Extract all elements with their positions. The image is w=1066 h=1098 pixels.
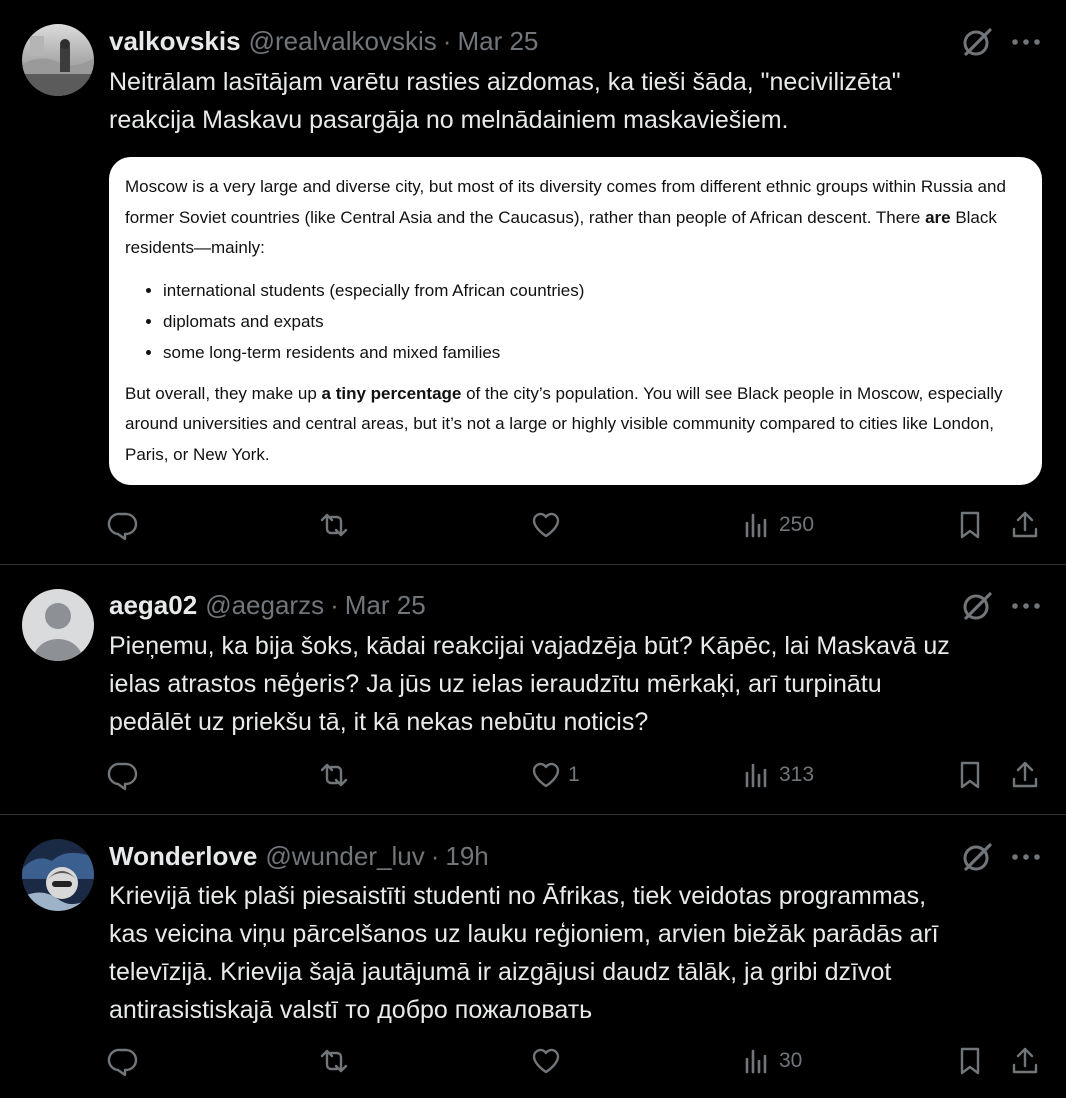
photo-avatar-icon xyxy=(22,24,94,96)
card-bullet: • international students (especially from African countries) xyxy=(163,275,1026,306)
reply-button[interactable] xyxy=(107,755,145,795)
tweet-text xyxy=(109,877,1044,1029)
timestamp[interactable]: Mar 25 xyxy=(344,590,426,620)
view-count: 313 xyxy=(779,763,815,786)
like-icon xyxy=(530,1045,562,1077)
card-bullet: • some long-term residents and mixed families xyxy=(163,337,1026,368)
retweet-button[interactable] xyxy=(318,1041,356,1081)
bookmark-icon xyxy=(954,759,986,791)
tweet-text-line: Neitrālam lasītājam varētu rasties aizdomas, ka tieši šāda, "necivilizēta" xyxy=(109,68,901,96)
card-paragraph xyxy=(125,379,1026,471)
view-count: 30 xyxy=(779,1049,803,1072)
card-text: Black residents—mainly: xyxy=(125,207,997,257)
tweet-header xyxy=(109,25,538,57)
tweet-text-line: antirasistiskajā valstī то добро пожаловать xyxy=(109,996,593,1024)
user-handle[interactable]: @wunder_luv xyxy=(265,841,425,871)
photo-avatar-icon xyxy=(22,839,94,911)
timestamp[interactable]: 19h xyxy=(445,841,489,871)
bookmark-icon xyxy=(954,1045,986,1077)
views-button[interactable] xyxy=(741,505,814,545)
display-name[interactable]: Wonderlove xyxy=(109,841,258,871)
card-bold-text: are xyxy=(925,207,951,227)
views-icon xyxy=(741,509,773,541)
tweet-text xyxy=(109,627,1044,741)
retweet-icon xyxy=(318,509,350,541)
user-handle[interactable]: @realvalkovskis xyxy=(248,26,437,56)
bookmark-icon xyxy=(954,509,986,541)
card-text: But overall, they make up xyxy=(125,383,322,403)
like-icon xyxy=(530,759,562,791)
separator: · xyxy=(430,841,440,871)
like-button[interactable] xyxy=(530,755,580,795)
default-avatar-icon xyxy=(22,589,94,661)
card-text: Moscow is a very large and diverse city, but most of its diversity comes from different ethnic groups within Russia and former Soviet countries (like Central Asia and the Caucasus), rather than people of African descent. There xyxy=(125,177,1006,227)
retweet-button[interactable] xyxy=(318,505,356,545)
bookmark-button[interactable] xyxy=(954,755,986,795)
share-icon xyxy=(1009,509,1041,541)
tweet[interactable] xyxy=(0,565,1066,815)
tweet-header xyxy=(109,840,489,872)
reply-button[interactable] xyxy=(107,1041,145,1081)
tweet-text-line: pedālēt uz priekšu tā, it kā nekas nebūtu noticis? xyxy=(109,708,649,736)
card-bullet-list xyxy=(125,275,1026,368)
like-icon xyxy=(530,509,562,541)
reply-button[interactable] xyxy=(107,505,145,545)
bookmark-button[interactable] xyxy=(954,1041,986,1081)
avatar[interactable] xyxy=(22,24,94,96)
more-icon[interactable] xyxy=(1008,25,1044,59)
share-button[interactable] xyxy=(1009,755,1041,795)
views-icon xyxy=(741,759,773,791)
share-button[interactable] xyxy=(1009,1041,1041,1081)
reply-icon xyxy=(107,759,139,791)
avatar[interactable] xyxy=(22,589,94,661)
action-bar xyxy=(0,755,1066,795)
tweet-text-line: Pieņemu, ka bija šoks, kādai reakcijai vajadzēja būt? Kāpēc, lai Maskavā uz xyxy=(109,632,950,660)
timestamp[interactable]: Mar 25 xyxy=(457,26,539,56)
card-paragraph xyxy=(125,172,1026,264)
display-name[interactable]: valkovskis xyxy=(109,26,241,56)
tweet-text-line: ielas atrastos nēģeris? Ja jūs uz ielas ieraudzītu mērkaķi, arī turpinātu xyxy=(109,670,882,698)
views-button[interactable] xyxy=(741,755,814,795)
user-handle[interactable]: @aegarzs xyxy=(205,590,325,620)
reply-icon xyxy=(107,1045,139,1077)
like-count: 1 xyxy=(568,763,580,786)
reply-icon xyxy=(107,509,139,541)
quoted-image-card[interactable] xyxy=(109,157,1042,485)
bookmark-button[interactable] xyxy=(954,505,986,545)
card-text: of the city’s population. You will see Black people in Moscow, especially around universities and central areas, but it’s not a large or highly visible community compared to cities like London, Paris, or New York. xyxy=(125,383,1003,464)
display-name[interactable]: aega02 xyxy=(109,590,198,620)
retweet-button[interactable] xyxy=(318,755,356,795)
tweet[interactable] xyxy=(0,815,1066,1098)
more-icon[interactable] xyxy=(1008,840,1044,874)
view-count: 250 xyxy=(779,513,815,536)
tweet-text-line: televīzijā. Krievija šajā jautājumā ir aizgājusi daudz tālāk, ja gribi dzīvot xyxy=(109,958,892,986)
like-button[interactable] xyxy=(530,505,568,545)
card-bullet: • diplomats and expats xyxy=(163,306,1026,337)
separator: · xyxy=(442,26,452,56)
tweet-text-line: kas veicina viņu pārcelšanos uz lauku reģioniem, arvien biežāk parādās arī xyxy=(109,920,939,948)
grok-icon[interactable] xyxy=(960,840,994,874)
more-icon[interactable] xyxy=(1008,589,1044,623)
share-icon xyxy=(1009,1045,1041,1077)
separator: · xyxy=(330,590,339,620)
action-bar xyxy=(0,505,1066,545)
action-bar xyxy=(0,1041,1066,1081)
retweet-icon xyxy=(318,759,350,791)
share-button[interactable] xyxy=(1009,505,1041,545)
tweet-text xyxy=(109,63,1044,139)
views-button[interactable] xyxy=(741,1041,802,1081)
card-bold-text: a tiny percentage xyxy=(321,383,462,403)
like-button[interactable] xyxy=(530,1041,568,1081)
grok-icon[interactable] xyxy=(960,589,994,623)
grok-icon[interactable] xyxy=(960,25,994,59)
avatar[interactable] xyxy=(22,839,94,911)
views-icon xyxy=(741,1045,773,1077)
share-icon xyxy=(1009,759,1041,791)
tweet-header xyxy=(109,589,426,621)
tweet-text-line: Krievijā tiek plaši piesaistīti studenti no Āfrikas, tiek veidotas programmas, xyxy=(109,882,927,910)
tweet-text-line: reakcija Maskavu pasargāja no melnādainiem maskaviešiem. xyxy=(109,106,789,134)
retweet-icon xyxy=(318,1045,350,1077)
